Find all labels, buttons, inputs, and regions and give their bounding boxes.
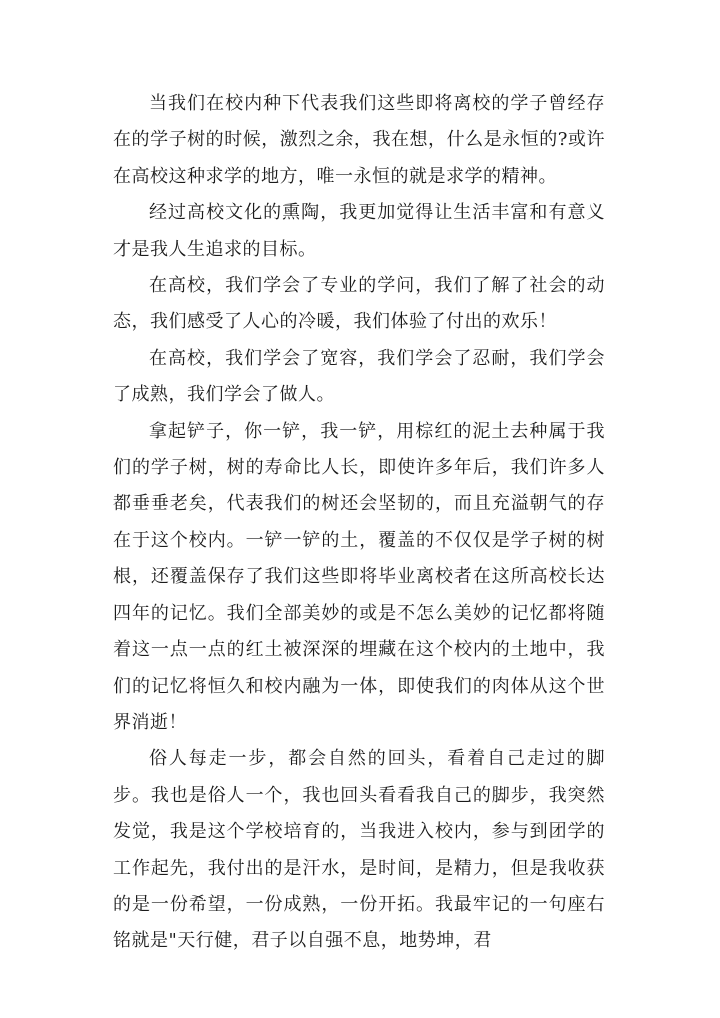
paragraph-5: 拿起铲子，你一铲，我一铲，用棕红的泥土去种属于我们的学子树，树的寿命比人长，即使许多年后，我们许多人都垂垂老矣，代表我们的树还会坚韧的，而且充溢朝气的存在于这个校内。一铲一铲的土，覆盖的不仅仅是学子树的树根，还覆盖保存了我们这些即将毕业离校者在这所高校长达四年的记忆。我们全部美妙的或是不怎么美妙的记忆都将随着这一点一点的红土被深深的埋藏在这个校内的土地中，我们的记忆将恒久和校内融为一体，即使我们的肉体从这个世界消逝！ xyxy=(113,420,605,733)
paragraph-6: 俗人每走一步，都会自然的回头，看着自己走过的脚步。我也是俗人一个，我也回头看看我自己的脚步，我突然发觉，我是这个学校培育的，当我进入校内，参与到团学的工作起先，我付出的是汗水，是时间，是精力，但是我收获的是一份希望，一份成熟，一份开拓。我最牢记的一句座右铭就是"天行健，君子以自强不息，地势坤，君 xyxy=(113,748,605,952)
document-body xyxy=(113,86,605,960)
paragraph-4: 在高校，我们学会了宽容，我们学会了忍耐，我们学会了成熟，我们学会了做人。 xyxy=(113,347,605,406)
paragraph-1: 当我们在校内种下代表我们这些即将离校的学子曾经存在的学子树的时候，激烈之余，我在想，什么是永恒的?或许在高校这种求学的地方，唯一永恒的就是求学的精神。 xyxy=(113,93,605,187)
paragraph-2: 经过高校文化的熏陶，我更加觉得让生活丰富和有意义才是我人生追求的目标。 xyxy=(113,202,605,260)
paragraph-3: 在高校，我们学会了专业的学问，我们了解了社会的动态，我们感受了人心的冷暖，我们体验了付出的欢乐！ xyxy=(113,275,605,333)
